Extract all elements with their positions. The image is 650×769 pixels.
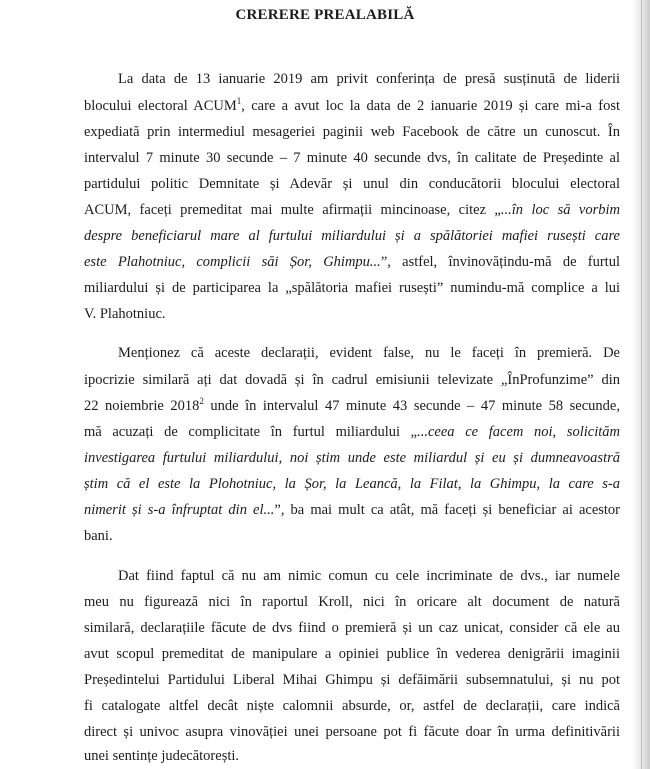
text-run: meu nu figurează nici în raportul Kroll, nici în oricare alt document de natură [84,594,620,610]
paragraph-3-line-7 [84,722,620,742]
quote-run: este Plahotniuc, complicii săi Șor, Ghimpu... [84,254,381,270]
footnote-marker-1: 1 [236,96,242,107]
paragraph-1-line-9 [84,278,620,298]
paragraph-2-line-2 [84,370,620,390]
text-run: expediată prin intermediul mesageriei paginii web Facebook de către un cunoscut. În [84,124,620,140]
text-run: Președintelui Partidului Liberal Mihai Ghimpu și defăimării subsemnatului, și nu pot [84,672,620,688]
footnote-marker-2: 2 [199,396,204,407]
quote-run: investigarea furtului miliardului, noi știm unde este miliardul și eu și dumneavoastră [84,450,620,466]
document-title: CRERERE PREALABILĂ [235,7,415,23]
text-run: ”, ba mai mult ca atât, mă faceți și beneficiar ai acestor [274,502,621,518]
text-run: ACUM, faceți premeditat mai multe afirmații mincinoase, citez „ [84,202,501,218]
text-run: direct și univoc asupra vinovăției unei persoane pot fi făcute doar în urma definitivării [84,724,620,740]
paragraph-1-line-6 [84,200,620,220]
paragraph-2-line-7 [84,500,620,520]
quote-run: știm că el este la Plohotniuc, la Șor, la Leancă, la Filat, la Ghimpu, la care s-a [84,476,620,492]
paragraph-2-line-8 [84,526,620,546]
paragraph-3-line-2 [84,592,620,612]
text-run: avut scopul premeditat de manipulare a opiniei publice în vederea denigrării imaginii [84,646,620,662]
text-run: fi catalogate altfel decât niște calomnii absurde, or, astfel de declarații, care indică [84,698,620,714]
paragraph-1-line-5 [84,174,620,194]
text-run: intervalul 7 minute 30 secunde – 7 minute 40 secunde dvs, în calitate de Președinte al [84,150,620,166]
paragraph-1-line-7 [84,226,620,246]
page-edge-line [641,0,642,769]
paragraph-3-line-8 [84,746,620,766]
text-run: partidului politic Demnitate și Adevăr și unul din conducătorii blocului electoral [84,176,620,192]
paragraph-3-line-1 [118,566,620,586]
text-run: ipocrizie similară ați dat dovadă și în cadrul emisiunii televizate „ÎnProfunzime” din [84,372,620,388]
paragraph-1-line-8 [84,252,620,272]
text-run: V. Plahotniuc. [84,306,166,322]
paragraph-1-line-1 [118,69,620,89]
text-run: Dat fiind faptul că nu am nimic comun cu cele incriminate de dvs., iar numele [118,568,620,584]
paragraph-3-line-6 [84,696,620,716]
text-run: bani. [84,528,113,544]
text-run: La data de 13 ianuarie 2019 am privit conferința de presă susținută de liderii [118,71,620,87]
paragraph-2-line-4 [84,422,620,442]
paragraph-2-line-6 [84,474,620,494]
quote-run: despre beneficiarul mare al furtului miliardului și a spălătoriei mafiei rusești care [84,228,620,244]
text-run: unei sentințe judecătorești. [84,748,240,764]
quote-run: ...ceea ce facem noi, solicităm [417,424,620,440]
paragraph-1-line-2 [84,96,620,116]
paragraph-2-line-5 [84,448,620,468]
text-run: blocului electoral ACUM [84,98,237,114]
paragraph-1-line-4 [84,148,620,168]
quote-run: nimerit și s-a înfruptat din el... [84,502,275,518]
paragraph-3-line-5 [84,670,620,690]
text-run: mă acuzați de complicitate în furtul miliardului „ [84,424,418,440]
paragraph-1-line-3 [84,122,620,142]
paragraph-2-line-3 [84,396,620,416]
paragraph-2-line-1 [118,343,620,363]
text-run: , care a avut loc la data de 2 ianuarie 2019 și care mi-a fost [241,98,620,114]
quote-run: ...în loc să vorbim [500,202,620,218]
paragraph-3-line-4 [84,644,620,664]
text-run: similară, declarațiile făcute de dvs fiind o premieră și un caz unicat, consider că ele au [84,620,620,636]
text-run: Menționez că aceste declarații, evident false, nu le faceți în premieră. De [118,345,620,361]
paragraph-3-line-3 [84,618,620,638]
paragraph-1-line-10 [84,304,620,324]
text-run: unde în intervalul 47 minute 43 secunde – 47 minute 58 secunde, [203,398,620,414]
text-run: ”, astfel, învinovățindu-mă de furtul [380,254,620,270]
text-run: 22 noiembrie 2018 [84,398,200,414]
text-run: miliardului și de participarea la „spălătoria mafiei rusești” numindu-mă complice a lui [84,280,620,296]
